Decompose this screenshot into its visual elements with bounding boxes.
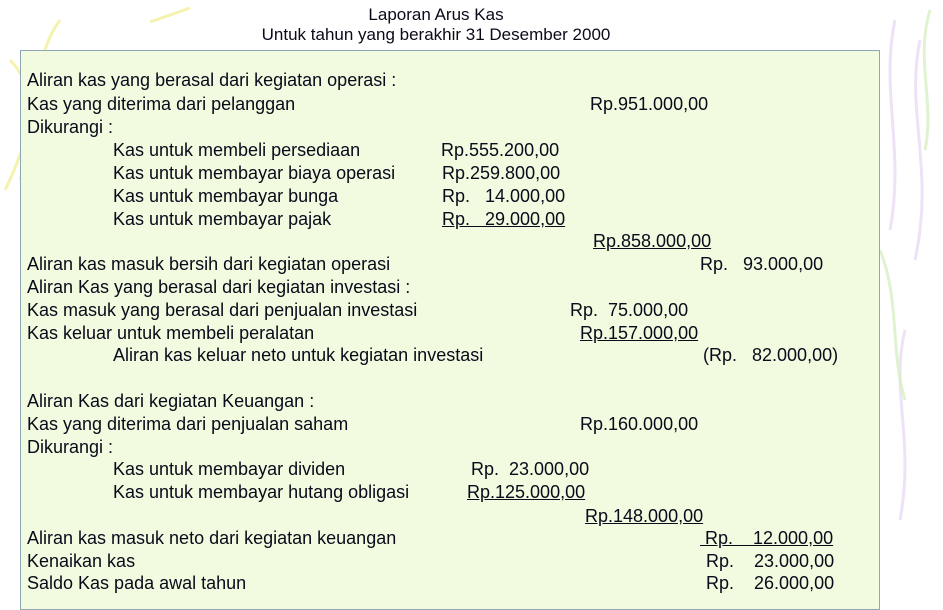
investasi-net-label: Aliran kas keluar neto untuk kegiatan investasi bbox=[113, 345, 484, 365]
investasi-header: Aliran Kas yang berasal dari kegiatan investasi : bbox=[27, 277, 411, 297]
keuangan-header: Aliran Kas dari kegiatan Keuangan : bbox=[27, 391, 315, 411]
operasi-subtotal: Rp.858.000,00 bbox=[593, 231, 712, 251]
saldo-awal-label: Saldo Kas pada awal tahun bbox=[27, 573, 247, 593]
report-title: Laporan Arus Kas bbox=[368, 5, 504, 24]
keuangan-saham-value: Rp.160.000,00 bbox=[580, 414, 699, 434]
kenaikan-kas-value: Rp. 23.000,00 bbox=[706, 551, 835, 571]
report-subtitle: Untuk tahun yang berakhir 31 Desember 2000 bbox=[261, 25, 611, 44]
operasi-item-label: Kas untuk membayar bunga bbox=[113, 186, 339, 206]
keuangan-saham-label: Kas yang diterima dari penjualan saham bbox=[27, 414, 349, 434]
operasi-item-value: Rp. 14.000,00 bbox=[442, 186, 566, 206]
operasi-dikurangi: Dikurangi : bbox=[27, 117, 114, 137]
operasi-item-label: Kas untuk membayar pajak bbox=[113, 209, 332, 229]
operasi-item-value: Rp. 29.000,00 bbox=[442, 209, 566, 229]
operasi-item-value: Rp.259.800,00 bbox=[442, 163, 561, 183]
investasi-keluar-label: Kas keluar untuk membeli peralatan bbox=[27, 323, 315, 343]
investasi-masuk-value: Rp. 75.000,00 bbox=[570, 300, 689, 320]
keuangan-item-value: Rp.125.000,00 bbox=[467, 482, 586, 502]
operasi-item-value: Rp.555.200,00 bbox=[441, 140, 560, 160]
keuangan-item-value: Rp. 23.000,00 bbox=[471, 459, 590, 479]
keuangan-dikurangi: Dikurangi : bbox=[27, 437, 114, 457]
investasi-masuk-label: Kas masuk yang berasal dari penjualan investasi bbox=[27, 300, 418, 320]
operasi-diterima-label: Kas yang diterima dari pelanggan bbox=[27, 94, 296, 114]
keuangan-item-label: Kas untuk membayar dividen bbox=[113, 459, 346, 479]
investasi-net-value: (Rp. 82.000,00) bbox=[703, 345, 839, 365]
keuangan-item-label: Kas untuk membayar hutang obligasi bbox=[113, 482, 410, 502]
keuangan-net-value: Rp. 12.000,00 bbox=[700, 528, 834, 548]
kenaikan-kas-label: Kenaikan kas bbox=[27, 551, 136, 571]
operasi-net-value: Rp. 93.000,00 bbox=[700, 254, 824, 274]
operasi-item-label: Kas untuk membeli persediaan bbox=[113, 140, 361, 160]
operasi-item-label: Kas untuk membayar biaya operasi bbox=[113, 163, 396, 183]
keuangan-subtotal: Rp.148.000,00 bbox=[585, 506, 704, 526]
operasi-net-label: Aliran kas masuk bersih dari kegiatan operasi bbox=[27, 254, 391, 274]
saldo-awal-value: Rp. 26.000,00 bbox=[706, 573, 835, 593]
operasi-header: Aliran kas yang berasal dari kegiatan operasi : bbox=[27, 70, 397, 90]
operasi-diterima-value: Rp.951.000,00 bbox=[590, 94, 709, 114]
investasi-keluar-value: Rp.157.000,00 bbox=[580, 323, 699, 343]
keuangan-net-label: Aliran kas masuk neto dari kegiatan keuangan bbox=[27, 528, 397, 548]
